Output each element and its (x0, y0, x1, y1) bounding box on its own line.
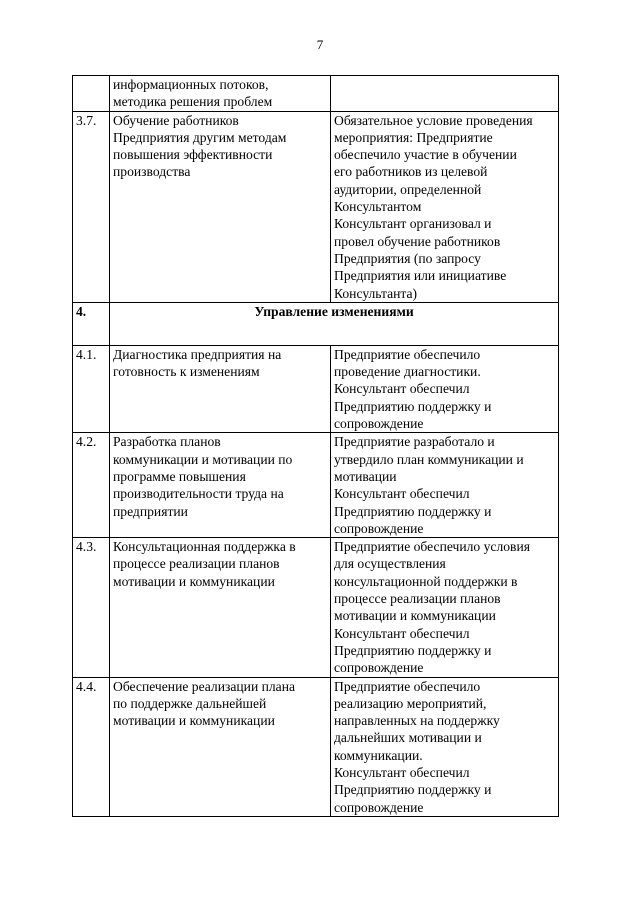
result-cell-line: Консультанта) (334, 285, 418, 301)
result-cell-line: сопровождение (334, 660, 424, 676)
item-number: 4.3. (73, 538, 110, 677)
result-cell (331, 433, 559, 538)
result-cell (331, 345, 559, 432)
activities-table (72, 75, 559, 817)
table-row (73, 677, 559, 816)
task-cell-line: Диагностика предприятия на (113, 346, 282, 362)
table-row (73, 538, 559, 677)
result-cell-line: Предприятия или инициативе (334, 268, 507, 284)
task-cell-line: Обеспечение реализации плана (113, 678, 296, 694)
result-cell-line: его работников из целевой (334, 164, 488, 180)
item-number: 4.2. (73, 433, 110, 538)
task-cell-line: по поддержке дальнейшей (113, 695, 267, 711)
result-cell-line: Предприятию поддержку и (334, 782, 492, 798)
task-cell (110, 433, 331, 538)
task-cell-line: программе повышения (113, 468, 246, 484)
task-cell-line: Обучение работников (113, 112, 239, 128)
table-row (73, 433, 559, 538)
result-cell-line: направленных на поддержку (334, 713, 500, 729)
task-cell-line: готовность к изменениям (113, 364, 260, 380)
result-cell (331, 111, 559, 302)
result-cell-line: Предприятие разработало и (334, 434, 495, 450)
task-cell-line: методика решения проблем (113, 94, 273, 110)
result-cell (331, 538, 559, 677)
activities-table-body (73, 76, 559, 817)
task-cell-line: Консультационная поддержка в (113, 539, 296, 555)
result-cell-line: сопровождение (334, 416, 424, 432)
result-cell-line: сопровождение (334, 799, 424, 815)
task-cell (110, 76, 331, 112)
task-cell (110, 538, 331, 677)
result-cell-line: консультационной поддержки в (334, 573, 518, 589)
task-cell-line: коммуникации и мотивации по (113, 451, 293, 467)
result-cell-line: Консультант обеспечил (334, 486, 470, 502)
result-cell-line: утвердило план коммуникации и (334, 451, 524, 467)
table-row (73, 111, 559, 302)
task-cell-line: предприятии (113, 503, 188, 519)
result-cell (331, 677, 559, 816)
section-row (73, 302, 559, 345)
task-cell (110, 111, 331, 302)
item-number (73, 76, 110, 112)
task-cell-line: повышения эффективности (113, 147, 273, 163)
task-cell-line: мотивации и коммуникации (113, 713, 275, 729)
result-cell-line: проведение диагностики. (334, 364, 481, 380)
result-cell-line: Предприятию поддержку и (334, 642, 492, 658)
item-number: 4.1. (73, 345, 110, 432)
task-cell-line: производительности труда на (113, 486, 284, 502)
result-cell-line: Предприятия (по запросу (334, 250, 481, 266)
result-cell-line: дальнейших мотивации и (334, 730, 482, 746)
result-cell-line: Консультант организовал и (334, 216, 492, 232)
result-cell-line: Обязательное условие проведения (334, 112, 533, 128)
result-cell-line: Предприятие обеспечило (334, 346, 481, 362)
table-row (73, 345, 559, 432)
result-cell-line: коммуникации. (334, 747, 423, 763)
table-row (73, 76, 559, 112)
result-cell-line: для осуществления (334, 556, 446, 572)
result-cell-line: Консультант обеспечил (334, 764, 470, 780)
page-number: 7 (316, 37, 324, 52)
result-cell-line: реализацию мероприятий, (334, 695, 487, 711)
result-cell-line: Предприятию поддержку и (334, 398, 492, 414)
result-cell-line: провел обучение работников (334, 233, 501, 249)
result-cell-line: Предприятие обеспечило условия (334, 539, 530, 555)
result-cell-line: Консультант обеспечил (334, 625, 470, 641)
task-cell-line: производства (113, 164, 191, 180)
result-cell-line: аудитории, определенной (334, 181, 482, 197)
result-cell-line: мероприятия: Предприятие (334, 129, 493, 145)
task-cell (110, 677, 331, 816)
result-cell-line: сопровождение (334, 520, 424, 536)
section-number: 4. (73, 302, 110, 345)
result-cell-line: Консультант обеспечил (334, 381, 470, 397)
result-cell-line: Предприятие обеспечило (334, 678, 481, 694)
result-cell (331, 76, 559, 112)
result-cell-line: Консультантом (334, 199, 422, 215)
result-cell-line: мотивации (334, 468, 397, 484)
task-cell-line: Разработка планов (113, 434, 221, 450)
task-cell-line: мотивации и коммуникации (113, 573, 275, 589)
item-number: 3.7. (73, 111, 110, 302)
result-cell-line: мотивации и коммуникации (334, 608, 496, 624)
task-cell-line: информационных потоков, (113, 77, 269, 92)
item-number: 4.4. (73, 677, 110, 816)
section-title: Управление изменениями (110, 302, 559, 345)
result-cell-line: процессе реализации планов (334, 591, 501, 607)
result-cell-line: Предприятию поддержку и (334, 503, 492, 519)
task-cell-line: процессе реализации планов (113, 556, 280, 572)
task-cell-line: Предприятия другим методам (113, 129, 287, 145)
task-cell (110, 345, 331, 432)
result-cell-line: обеспечило участие в обучении (334, 147, 517, 163)
